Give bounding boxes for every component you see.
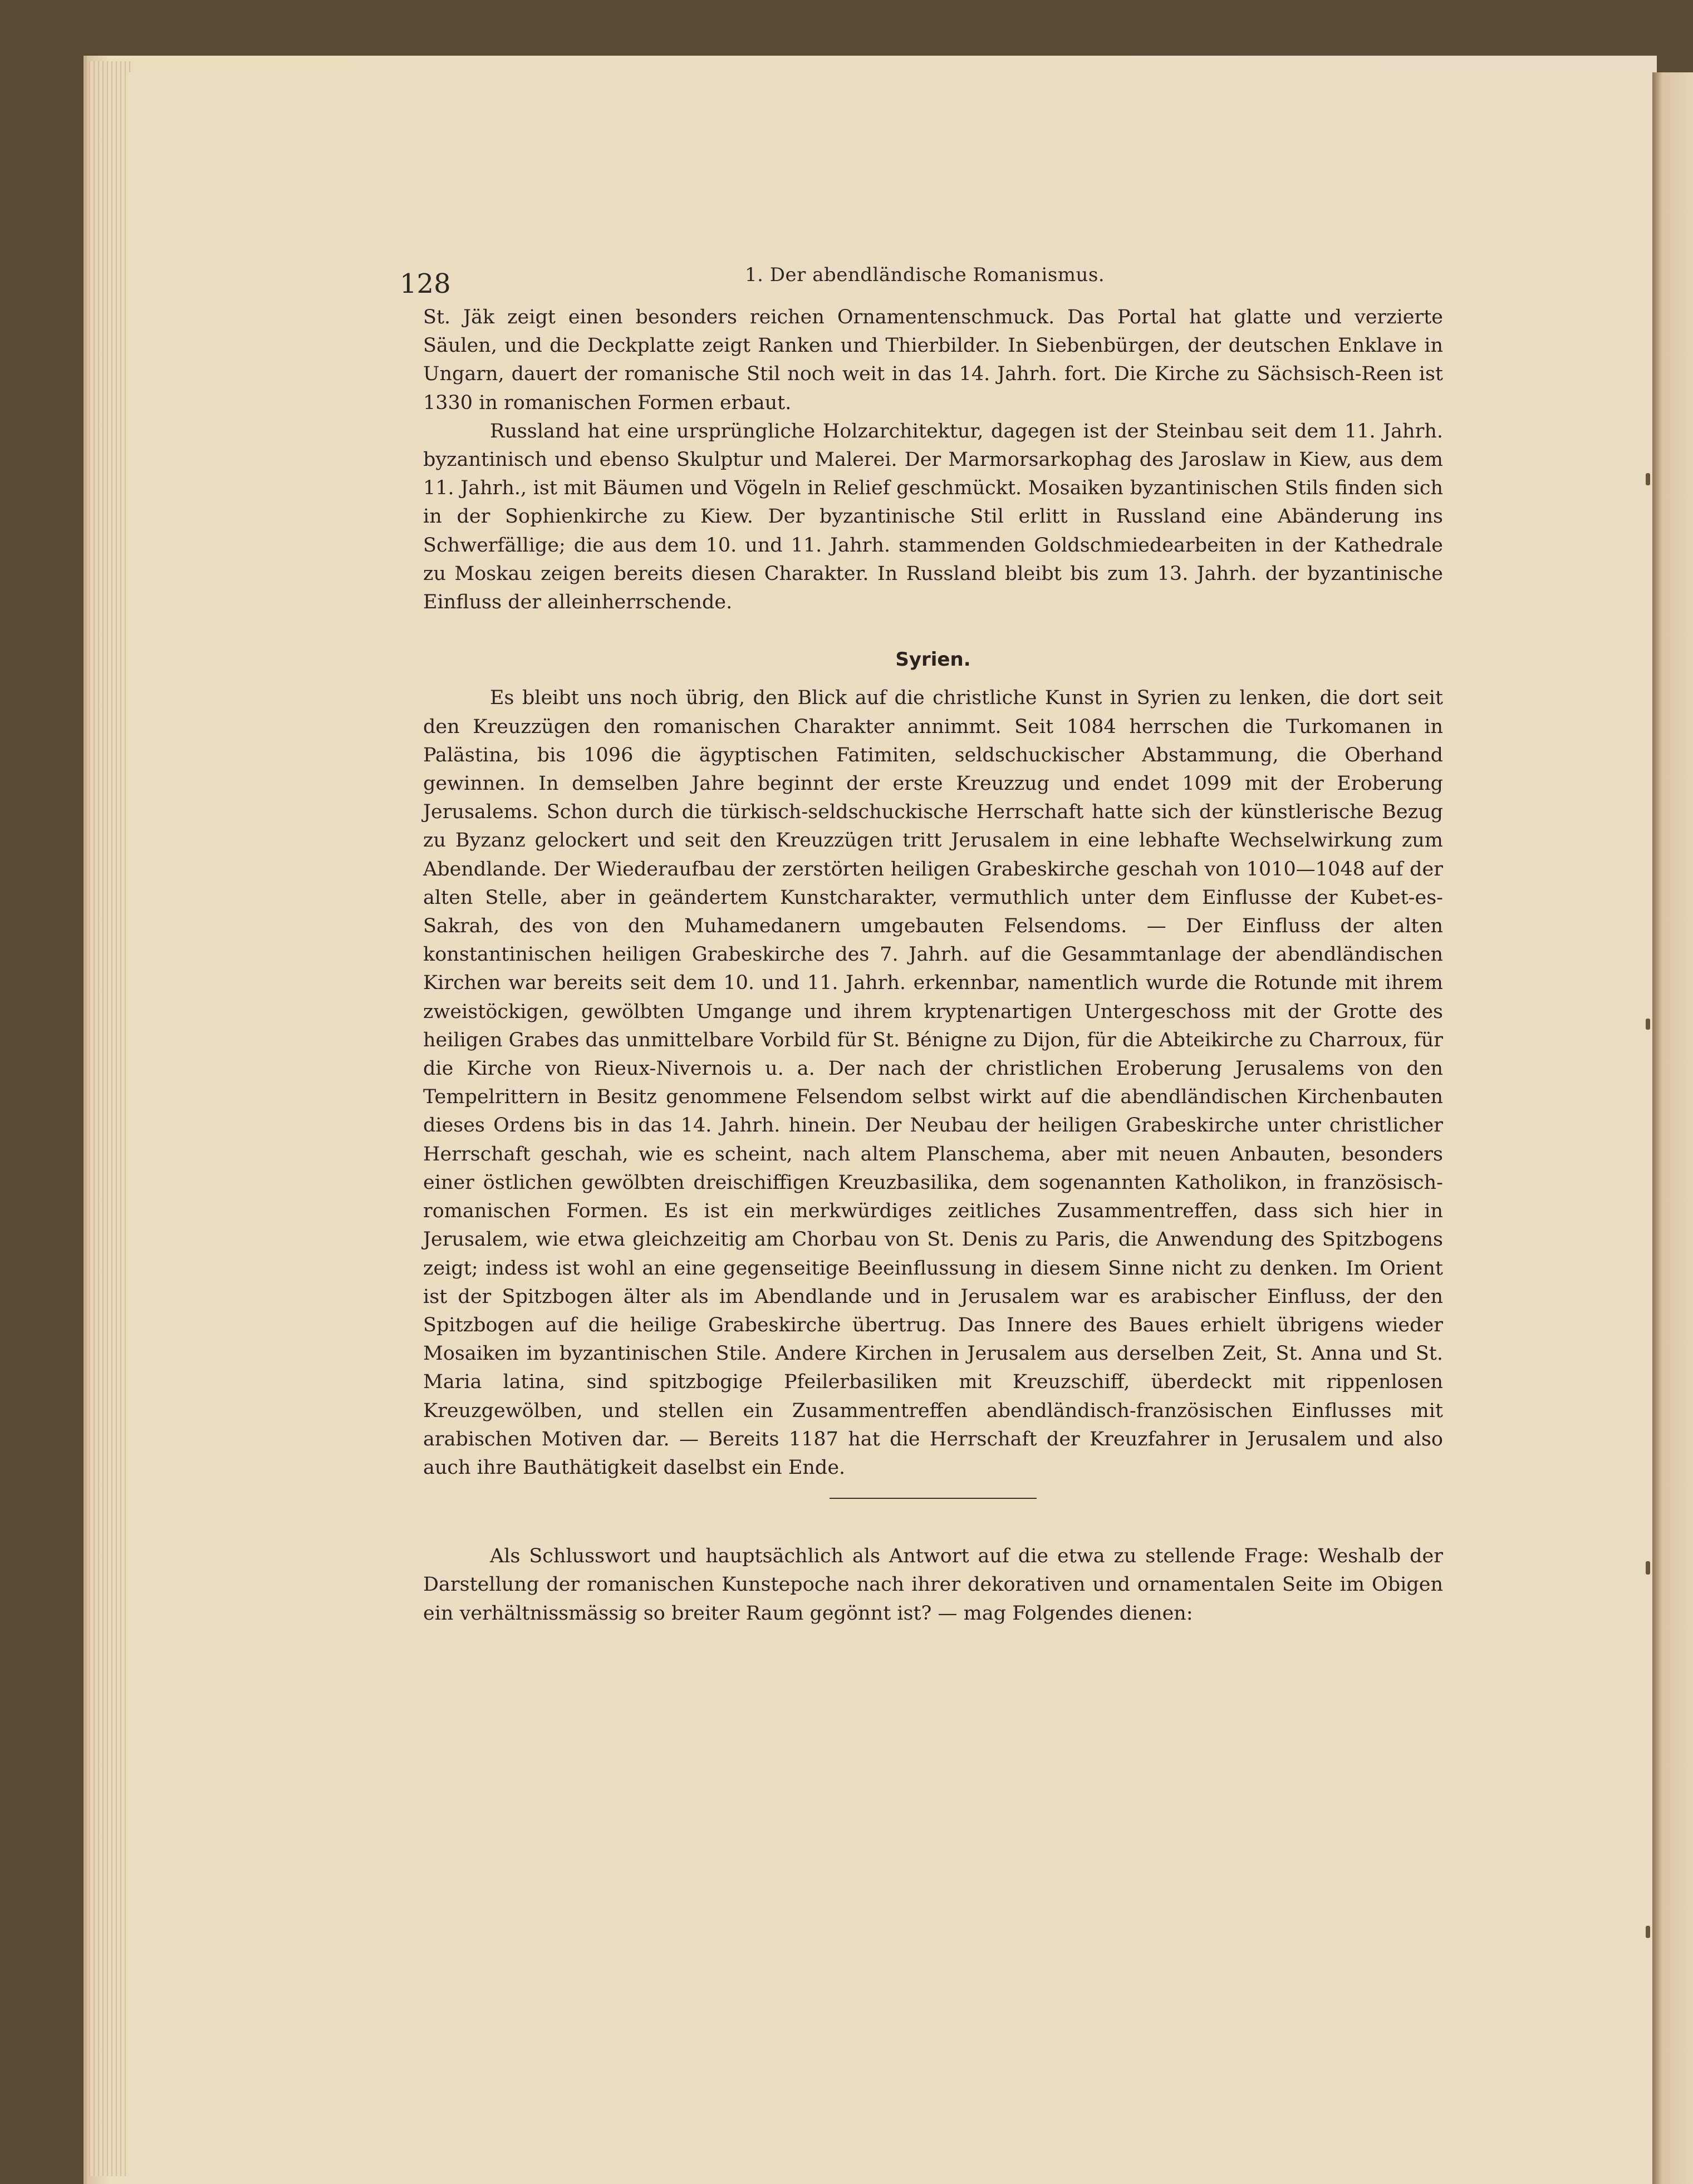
section-divider xyxy=(830,1498,1037,1499)
page-header xyxy=(400,264,1441,297)
section-title: Syrien. xyxy=(895,648,971,671)
running-head: 1. Der abendländische Romanismus. xyxy=(745,264,1105,286)
paragraph: St. Jäk zeigt einen besonders reichen Ornamentenschmuck. Das Portal hat glatte und verzierte Säulen, und die Deckplatte zeigt Ranken und Thierbilder. In Siebenbürgen, der deutschen Enklave in Ungarn, dauert der romanische Stil noch weit in das 14. Jahrh. fort. Die Kirche zu Sächsisch-Reen ist 1330 in romanischen Formen erbaut. xyxy=(423,306,1443,414)
margin-mark xyxy=(1646,1926,1650,1938)
margin-mark xyxy=(1646,1561,1650,1575)
facing-page-edge xyxy=(1652,72,1693,2184)
page-number: 128 xyxy=(400,268,451,299)
page-edges xyxy=(89,61,134,2176)
body-text xyxy=(423,303,1443,1628)
paragraph: Russland hat eine ursprüngliche Holzarchitektur, dagegen ist der Steinbau seit dem 11. Jahrh. byzantinisch und ebenso Skulptur und Malerei. Der Marmorsarkophag des Jaroslaw in Kiew, aus dem 11. Jahrh., ist mit Bäumen und Vögeln in Relief geschmückt. Mosaiken byzantinischen Stils finden sich in der Sophienkirche zu Kiew. Der byzantinische Stil erlitt in Russland eine Abänderung ins Schwerfällige; die aus dem 10. und 11. Jahrh. stammenden Goldschmiedearbeiten in der Kathedrale zu Moskau zeigen bereits diesen Charakter. In Russland bleibt bis zum 13. Jahrh. der byzantinische Einfluss der alleinherrschende. xyxy=(423,420,1443,614)
paragraph: Es bleibt uns noch übrig, den Blick auf die christliche Kunst in Syrien zu lenken, die dort seit den Kreuzzügen den romanischen Charakter annimmt. Seit 1084 herrschen die Turkomanen in Palästina, bis 1096 die ägyptischen Fatimiten, seldschuckischer Abstammung, die Oberhand gewinnen. In demselben Jahre beginnt der erste Kreuzzug und endet 1099 mit der Eroberung Jerusalems. Schon durch die türkisch-seldschuckische Herrschaft hatte sich der künstlerische Bezug zu Byzanz gelockert und seit den Kreuzzügen tritt Jerusalem in eine lebhafte Wechselwirkung zum Abendlande. Der Wiederaufbau der zerstörten heiligen Grabeskirche geschah von 1010—1048 auf der alten Stelle, aber in geändertem Kunstcharakter, vermuthlich unter dem Einflusse der Kubet-es-Sakrah, des von den Muhamedanern umgebauten Felsendoms. — Der Einfluss der alten konstantinischen heiligen Grabeskirche des 7. Jahrh. auf die Gesammtanlage der abendländischen Kirchen war bereits seit dem 10. und 11. Jahrh. erkennbar, namentlich wurde die Rotunde mit ihrem zweistöckigen, gewölbten Umgange und ihrem kryptenartigen Untergeschoss mit der Grotte des heiligen Grabes das unmittelbare Vorbild für St. Bénigne zu Dijon, für die Abteikirche zu Charroux, für die Kirche von Rieux-Nivernois u. a. Der nach der christlichen Eroberung Jerusalems von den Tempelrittern in Besitz genommene Felsendom selbst wirkt auf die abendländischen Kirchenbauten dieses Ordens bis in das 14. Jahrh. hinein. Der Neubau der heiligen Grabeskirche unter christlicher Herrschaft geschah, wie es scheint, nach altem Planschema, aber mit neuen Anbauten, besonders einer östlichen gewölbten dreischiffigen Kreuzbasilika, dem sogenannten Katholikon, in französisch-romanischen Formen. Es ist ein merkwürdiges zeitliches Zusammentreffen, dass sich hier in Jerusalem, wie etwa gleichzeitig am Chorbau von St. Denis zu Paris, die Anwendung des Spitzbogens zeigt; indess ist wohl an eine gegenseitige Beeinflussung in diesem Sinne nicht zu denken. Im Orient ist der Spitzbogen älter als im Abendlande und in Jerusalem war es arabischer Einfluss, der den Spitzbogen auf die heilige Grabeskirche übertrug. Das Innere des Baues erhielt übrigens wieder Mosaiken im byzantinischen Stile. Andere Kirchen in Jerusalem aus derselben Zeit, St. Anna und St. Maria latina, sind spitzbogige Pfeilerbasiliken mit Kreuzschiff, überdeckt mit rippenlosen Kreuzgewölben, und stellen ein Zusammentreffen abendländisch-französischen Einflusses mit arabischen Motiven dar. — Bereits 1187 hat die Herrschaft der Kreuzfahrer in Jerusalem und also auch ihre Bauthätigkeit daselbst ein Ende. xyxy=(423,687,1443,1479)
paragraph: Als Schlusswort und hauptsächlich als Antwort auf die etwa zu stellende Frage: Weshalb der Darstellung der romanischen Kunstepoche nach ihrer dekorativen und ornamentalen Seite im Obigen ein verhältnissmässig so breiter Raum gegönnt ist? — mag Folgendes dienen: xyxy=(423,1545,1443,1625)
margin-mark xyxy=(1646,473,1650,485)
margin-mark xyxy=(1646,1019,1650,1030)
